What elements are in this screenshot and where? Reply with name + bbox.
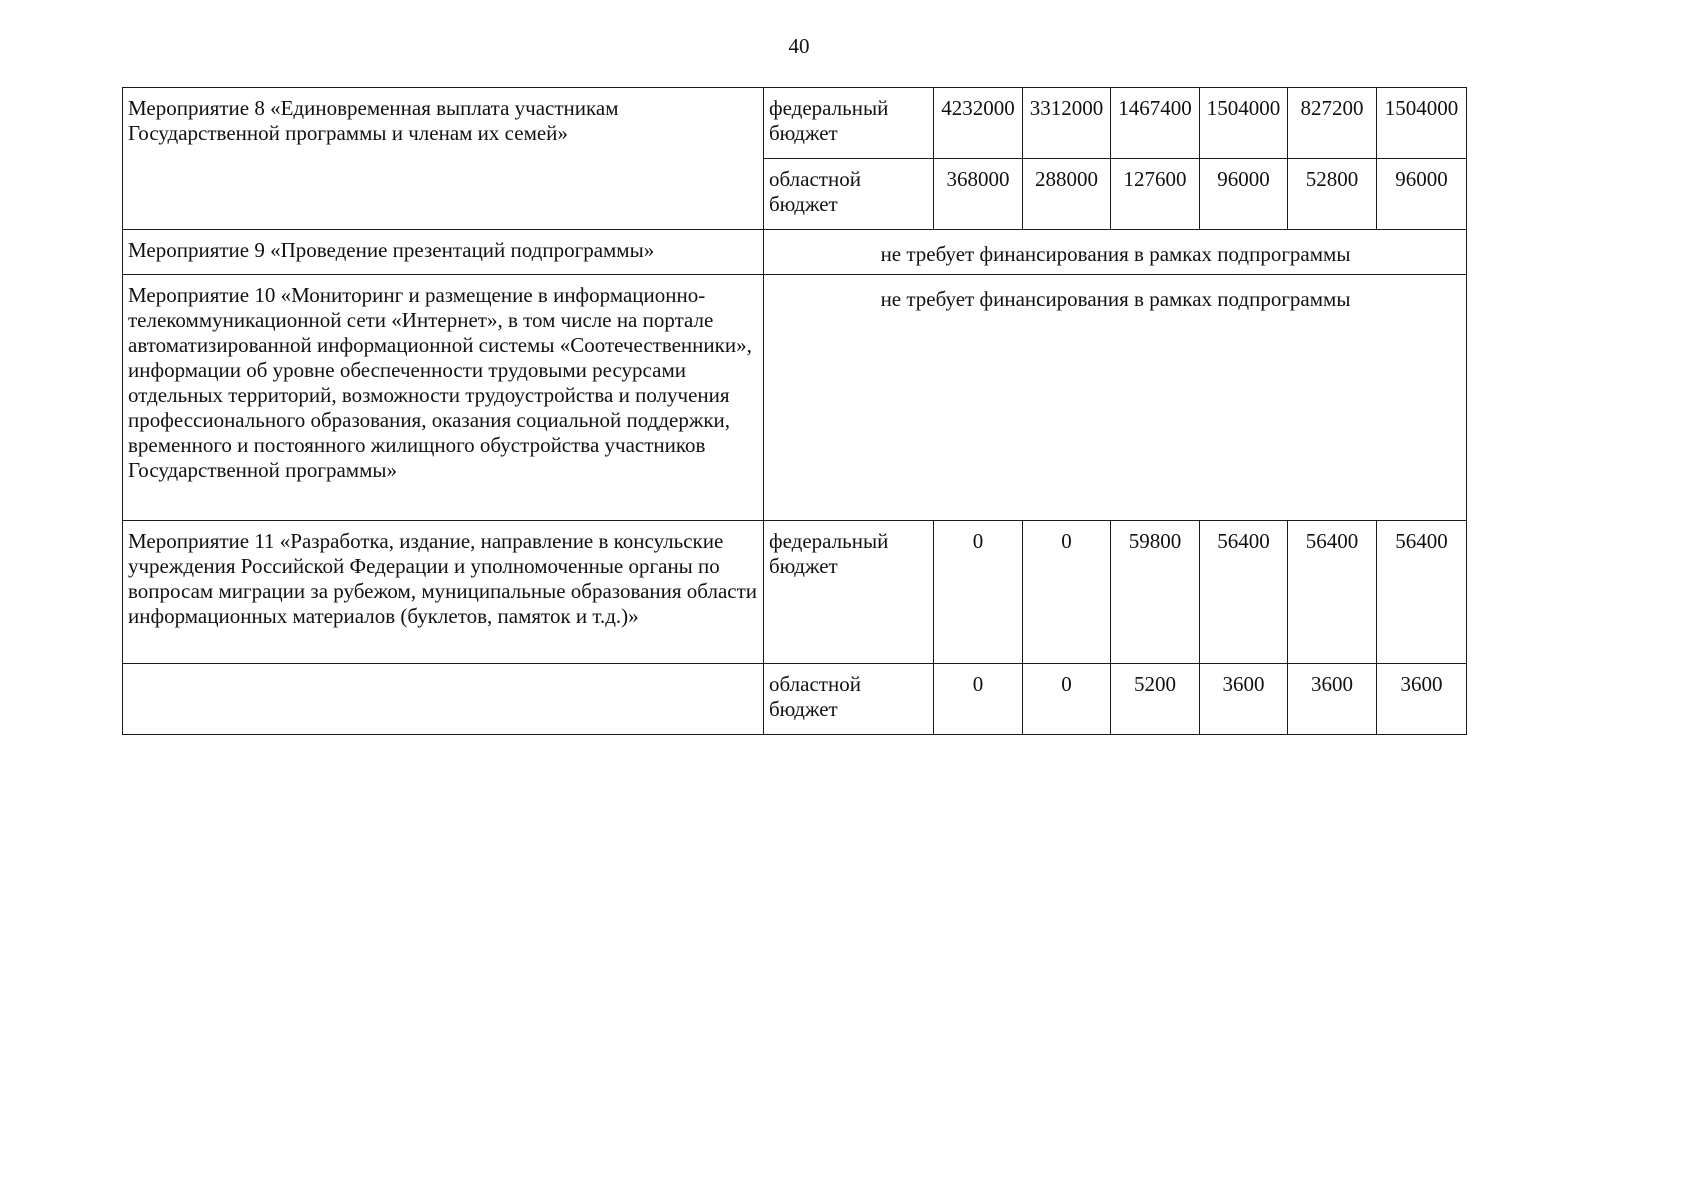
table-cell: 368000 — [934, 159, 1023, 230]
table-cell: 1467400 — [1111, 88, 1200, 159]
table-cell: 56400 — [1288, 521, 1377, 664]
table-cell: 3312000 — [1023, 88, 1111, 159]
table-cell: 0 — [934, 521, 1023, 664]
table-cell: 827200 — [1288, 88, 1377, 159]
funding-source: федеральный бюджет — [764, 88, 934, 159]
table-cell: 59800 — [1111, 521, 1200, 664]
event-title: Мероприятие 11 «Разработка, издание, направление в консульские учреждения Российской Федерации и уполномоченные органы по вопросам миграции за рубежом, муниципальные образования области информационных материалов (буклетов, памяток и т.д.)» — [123, 521, 764, 664]
page-number: 40 — [788, 34, 810, 58]
table-cell: 3600 — [1288, 664, 1377, 735]
table-cell: 96000 — [1377, 159, 1467, 230]
table-cell: 1504000 — [1200, 88, 1288, 159]
funding-source: федеральный бюджет — [764, 521, 934, 664]
table-cell: 4232000 — [934, 88, 1023, 159]
funding-source: областной бюджет — [764, 159, 934, 230]
table-cell: 0 — [1023, 664, 1111, 735]
table-cell: 3600 — [1200, 664, 1288, 735]
table-row — [123, 230, 1467, 275]
event-title: Мероприятие 10 «Мониторинг и размещение в информационно-телекоммуникационной сети «Интернет», в том числе на портале автоматизированной информационной системы «Соотечественники», информации об уровне обеспеченности трудовыми ресурсами отдельных территорий, возможности трудоустройства и получения профессионального образования, оказания социальной поддержки, временного и постоянного жилищного обустройства участников Государственной программы» — [123, 275, 764, 521]
empty-cell — [123, 664, 764, 735]
table-cell: 288000 — [1023, 159, 1111, 230]
funding-source: областной бюджет — [764, 664, 934, 735]
table-cell: 56400 — [1200, 521, 1288, 664]
table-cell: 3600 — [1377, 664, 1467, 735]
table-row — [123, 521, 1467, 664]
table-row — [123, 275, 1467, 521]
table-cell: 1504000 — [1377, 88, 1467, 159]
funding-note: не требует финансирования в рамках подпрограммы — [764, 275, 1467, 521]
table-cell: 52800 — [1288, 159, 1377, 230]
table-cell: 0 — [934, 664, 1023, 735]
table-cell: 127600 — [1111, 159, 1200, 230]
table-cell: 56400 — [1377, 521, 1467, 664]
event-title: Мероприятие 8 «Единовременная выплата участникам Государственной программы и членам их семей» — [123, 88, 764, 230]
table-row — [123, 664, 1467, 735]
table-cell: 96000 — [1200, 159, 1288, 230]
table-row — [123, 88, 1467, 159]
budget-table — [122, 87, 1467, 735]
event-title: Мероприятие 9 «Проведение презентаций подпрограммы» — [123, 230, 764, 275]
table-cell: 5200 — [1111, 664, 1200, 735]
funding-note: не требует финансирования в рамках подпрограммы — [764, 230, 1467, 275]
table-cell: 0 — [1023, 521, 1111, 664]
